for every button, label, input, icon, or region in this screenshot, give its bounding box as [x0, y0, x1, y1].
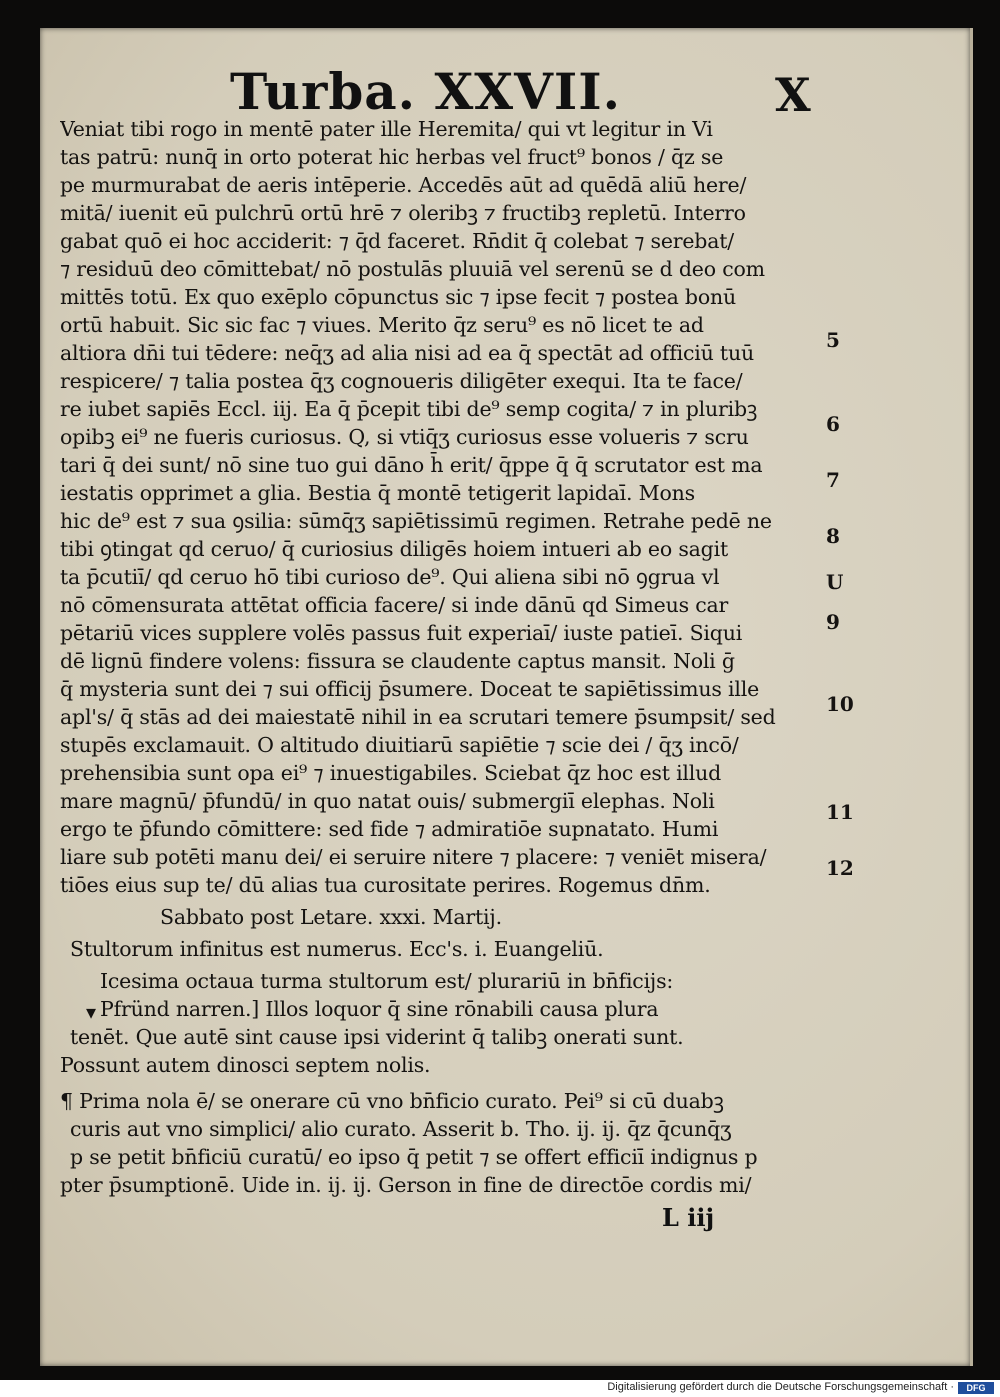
footer-bar [0, 1380, 1000, 1397]
section-line: ¶ Prima nola ē/ se onerare cū vno bn̄ficio curato. Pei⁹ si cū duabꝫ [60, 1089, 724, 1113]
stultorum-line: Stultorum infinitus est numerus. Ecc's. i. Euangeliū. [70, 937, 604, 961]
margin-number: 10 [826, 692, 854, 716]
text-line: re iubet sapiēs Eccl. iij. Ea q̄ p̄cepit tibi de⁹ semp cogita/ ⁊ in pluribꝫ [60, 397, 758, 421]
margin-number: 5 [826, 328, 840, 352]
margin-number: 12 [826, 856, 854, 880]
text-line: prehensibia sunt opa ei⁹ ⁊ inuestigabiles. Sciebat q̄z hoc est illud [60, 761, 722, 785]
margin-number: U [826, 570, 844, 594]
margin-number: 9 [826, 610, 840, 634]
margin-number: 7 [826, 468, 840, 492]
text-line: apl's/ q̄ stās ad dei maiestatē nihil in ea scrutari temere p̄sumpsit/ sed [60, 705, 776, 729]
text-line: q̄ mysteria sunt dei ⁊ sui officij p̄sumere. Doceat te sapiētissimus ille [60, 677, 759, 701]
sabbato-line: Sabbato post Letare. xxxi. Martij. [160, 905, 502, 929]
triangle-mark-icon: ▾ [86, 1000, 97, 1024]
text-line: ergo te p̄fundo cōmittere: sed fide ⁊ admiratiōe supnatato. Humi [60, 817, 719, 841]
text-line: tibi ꝯtingat qd ceruo/ q̄ curiosius diligēs hoiem intueri ab eo sagit [60, 537, 728, 561]
text-line: pe murmurabat de aeris intēperie. Accedēs aūt ad quēdā aliū here/ [60, 173, 747, 197]
section-line: Pfründ narren.] Illos loquor q̄ sine rōnabili causa plura [100, 997, 659, 1021]
text-line: iestatis opprimet a glia. Bestia q̄ montē tetigerit lapidaī. Mons [60, 481, 695, 505]
text-line: ta p̄cutiī/ qd ceruo hō tibi curioso de⁹. Qui aliena sibi nō ꝯgrua vl [60, 565, 720, 589]
text-line: mitā/ iuenit eū pulchrū ortū hrē ⁊ oleribꝫ ⁊ fructibꝫ repletū. Interro [60, 201, 746, 225]
text-line: pētariū vices supplere volēs passus fuit experiaī/ iuste patieī. Siqui [60, 621, 743, 645]
text-line: mare magnū/ p̄fundū/ in quo natat ouis/ submergiī elephas. Noli [60, 789, 715, 813]
text-line: Veniat tibi rogo in mentē pater ille Heremita/ qui vt legitur in Vi [60, 117, 713, 141]
section-line: p se petit bn̄ficiū curatū/ eo ipso q̄ petit ⁊ se offert efficiī indignus p [70, 1145, 758, 1169]
section-line: Icesima octaua turma stultorum est/ plurariū in bn̄ficijs: [100, 969, 674, 993]
signature-mark: L iij [662, 1203, 715, 1232]
section-line: tenēt. Que autē sint cause ipsi viderint q̄ talibꝫ onerati sunt. [70, 1025, 684, 1049]
text-line: tas patrū: nunq̄ in orto poterat hic herbas vel fruct⁹ bonos / q̄z se [60, 145, 724, 169]
text-line: tiōes eius sup te/ dū alias tua curositate perires. Rogemus dn̄m. [60, 873, 711, 897]
book-page [40, 28, 973, 1366]
margin-number: 6 [826, 412, 840, 436]
section-line: curis aut vno simplici/ alio curato. Asserit b. Tho. ij. ij. q̄z q̄cunq̄ʒ [70, 1117, 732, 1141]
section-line: Possunt autem dinosci septem nolis. [60, 1053, 431, 1077]
text-line: mittēs totū. Ex quo exēplo cōpunctus sic ⁊ ipse fecit ⁊ postea bonū [60, 285, 737, 309]
section-line: pter p̄sumptionē. Uide in. ij. ij. Gerson in fine de directōe cordis mi/ [60, 1173, 752, 1197]
text-line: ortū habuit. Sic sic fac ⁊ viues. Merito q̄z seru⁹ es nō licet te ad [60, 313, 704, 337]
margin-number: 11 [826, 800, 854, 824]
text-line: nō cōmensurata attētat officia facere/ si inde dānū qd Simeus car [60, 593, 729, 617]
text-line: tari q̄ dei sunt/ nō sine tuo gui dāno h̄ erit/ q̄ppe q̄ q̄ scrutator est ma [60, 453, 763, 477]
text-line: stupēs exclamauit. O altitudo diuitiarū sapiētie ⁊ scie dei / q̄ʒ incō/ [60, 733, 739, 757]
text-line: liare sub potēti manu dei/ ei seruire nitere ⁊ placere: ⁊ veniēt misera/ [60, 845, 767, 869]
text-line: respicere/ ⁊ talia postea q̄ʒ cognoueris diligēter exequi. Ita te face/ [60, 369, 743, 393]
dfg-logo: DFG [958, 1382, 994, 1394]
text-line: altiora dn̄i tui tēdere: neq̄ʒ ad alia nisi ad ea q̄ spectāt ad officiū tuū [60, 341, 754, 365]
funding-notice: Digitalisierung gefördert durch die Deutsche Forschungsgemeinschaft · [607, 1381, 954, 1393]
text-line: gabat quō ei hoc acciderit: ⁊ q̄d faceret. Rn̄dit q̄ colebat ⁊ serebat/ [60, 229, 734, 253]
text-line: ⁊ residuū deo cōmittebat/ nō postulās pluuiā vel serenū se d deo com [60, 257, 765, 281]
margin-number: 8 [826, 524, 840, 548]
text-line: dē lignū findere volens: fissura se claudente captus mansit. Noli ḡ [60, 649, 735, 673]
text-line: opibꝫ ei⁹ ne fueris curiosus. Q, si vtiq̄ʒ curiosus esse volueris ⁊ scru [60, 425, 749, 449]
text-line: hic de⁹ est ⁊ sua ꝯsilia: sūmq̄ʒ sapiētissimū regimen. Retrahe pedē ne [60, 509, 772, 533]
folio-number: X [775, 68, 811, 122]
page-heading: Turba. XXVII. [230, 62, 622, 121]
